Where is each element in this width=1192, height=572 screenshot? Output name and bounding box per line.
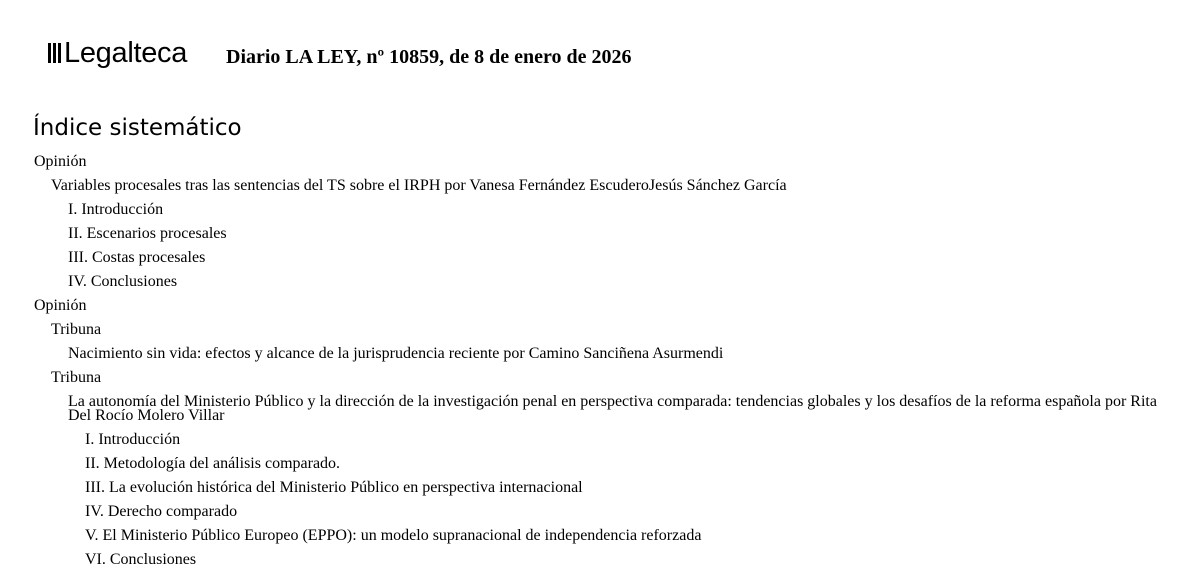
- toc-subsection[interactable]: II. Metodología del análisis comparado.: [85, 455, 341, 472]
- toc-article[interactable]: Nacimiento sin vida: efectos y alcance de la jurisprudencia reciente por Camino Sanciñena Asurmendi: [68, 345, 724, 362]
- table-of-contents: [0, 150, 1192, 572]
- toc-subsection[interactable]: I. Introducción: [68, 201, 164, 218]
- toc-subsection[interactable]: I. Introducción: [85, 431, 181, 448]
- toc-section[interactable]: Opinión: [34, 153, 87, 170]
- toc-subsection[interactable]: IV. Derecho comparado: [85, 503, 238, 520]
- toc-subsection[interactable]: VI. Conclusiones: [85, 551, 197, 568]
- logo-text: Legalteca: [64, 37, 188, 69]
- toc-category[interactable]: Tribuna: [51, 369, 102, 386]
- toc-subsection[interactable]: IV. Conclusiones: [68, 273, 178, 290]
- toc-subsection[interactable]: II. Escenarios procesales: [68, 225, 227, 242]
- toc-subsection[interactable]: III. Costas procesales: [68, 249, 206, 266]
- toc-article[interactable]: La autonomía del Ministerio Público y la dirección de la investigación penal en perspectiva comparada: tendencias globales y los desafíos de la reforma española por Rita Del Rocío Molero Villar: [68, 393, 1157, 424]
- page-header: [48, 36, 1148, 72]
- logo-bars-icon: [48, 43, 63, 63]
- toc-section[interactable]: Opinión: [34, 297, 87, 314]
- index-title: Índice sistemático: [33, 115, 242, 141]
- journal-issue-title: Diario LA LEY, nº 10859, de 8 de enero de 2026: [226, 46, 632, 68]
- toc-article[interactable]: Variables procesales tras las sentencias del TS sobre el IRPH por Vanesa Fernández EscuderoJesús Sánchez García: [51, 177, 787, 194]
- toc-subsection[interactable]: III. La evolución histórica del Ministerio Público en perspectiva internacional: [85, 479, 583, 496]
- toc-subsection[interactable]: V. El Ministerio Público Europeo (EPPO): un modelo supranacional de independencia reforzada: [85, 527, 702, 544]
- toc-category[interactable]: Tribuna: [51, 321, 102, 338]
